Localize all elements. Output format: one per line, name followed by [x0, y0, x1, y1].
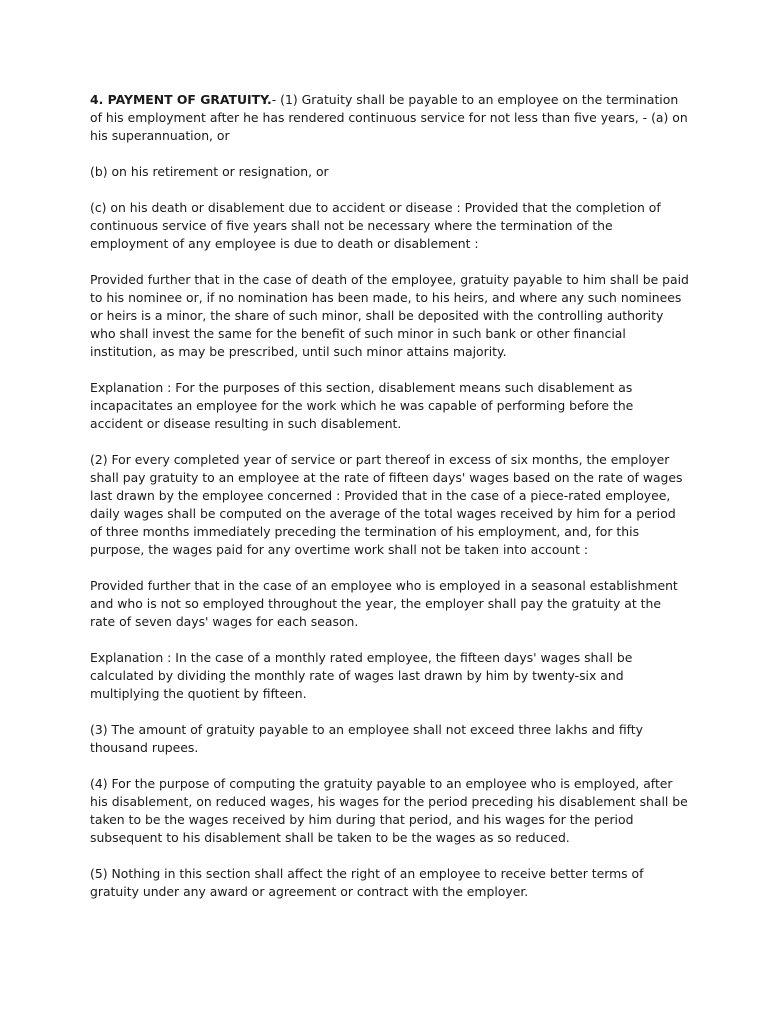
document-body: [90, 91, 690, 919]
section-heading: 4. PAYMENT OF GRATUITY.: [90, 92, 272, 107]
clause-c-paragraph: (c) on his death or disablement due to accident or disease : Provided that the completion of continuous service of five years shall not be necessary where the termination of the employment of any employee is due to death or disablement :: [90, 200, 661, 251]
explanation-disablement-paragraph: Explanation : For the purposes of this section, disablement means such disablement as incapacitates an employee for the work which he was capable of performing before the accident or disease resulting in such disablement.: [90, 380, 634, 431]
explanation-monthly-paragraph: Explanation : In the case of a monthly rated employee, the fifteen days' wages shall be calculated by dividing the monthly rate of wages last drawn by him by twenty-six and multiplying the quotient by fifteen.: [90, 650, 633, 701]
section-2-paragraph: (2) For every completed year of service or part thereof in excess of six months, the employer shall pay gratuity to an employee at the rate of fifteen days' wages based on the rate of wages last drawn by the employee concerned : Provided that in the case of a piece-rated employee, daily wages shall be computed on the average of the total wages received by him for a period of three months immediately preceding the termination of his employment, and, for this purpose, the wages paid for any overtime work shall not be taken into account :: [90, 452, 683, 557]
section-4-paragraph: (4) For the purpose of computing the gratuity payable to an employee who is employed, after his disablement, on reduced wages, his wages for the period preceding his disablement shall be taken to be the wages received by him during that period, and his wages for the period subsequent to his disablement shall be taken to be the wages as so reduced.: [90, 776, 688, 845]
proviso-nominee-paragraph: Provided further that in the case of death of the employee, gratuity payable to him shall be paid to his nominee or, if no nomination has been made, to his heirs, and where any such nominees or heirs is a minor, the share of such minor, shall be deposited with the controlling authority who shall invest the same for the benefit of such minor in such bank or other financial institution, as may be prescribed, until such minor attains majority.: [90, 272, 689, 359]
section-1-paragraph: [90, 91, 690, 145]
proviso-seasonal-paragraph: Provided further that in the case of an employee who is employed in a seasonal establishment and who is not so employed throughout the year, the employer shall pay the gratuity at the rate of seven days' wages for each season.: [90, 578, 678, 629]
section-1-text: - (1) Gratuity shall be payable to an employee on the termination of his employment after he has rendered continuous service for not less than five years, - (a) on his superannuation, or: [90, 92, 688, 143]
section-3-paragraph: (3) The amount of gratuity payable to an employee shall not exceed three lakhs and fifty thousand rupees.: [90, 722, 643, 755]
clause-b-paragraph: (b) on his retirement or resignation, or: [90, 164, 329, 179]
section-5-paragraph: (5) Nothing in this section shall affect the right of an employee to receive better terms of gratuity under any award or agreement or contract with the employer.: [90, 866, 644, 899]
